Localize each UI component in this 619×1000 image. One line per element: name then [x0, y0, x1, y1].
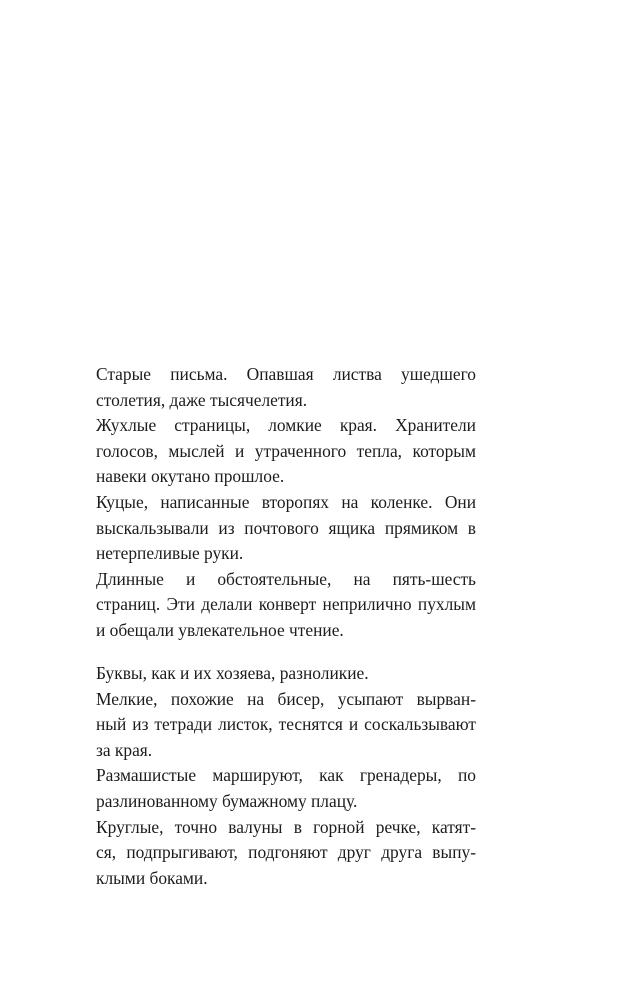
- text-line: Размашистые маршируют, как гренадеры, по: [96, 765, 476, 786]
- text-line: Старые письма. Опавшая листва ушедшего: [96, 364, 476, 384]
- text-line: выскальзывали из почтового ящика прямиком в: [96, 517, 476, 538]
- text-line: клыми боками.: [96, 867, 208, 888]
- text-section-1: [70, 362, 476, 644]
- text-line: ный из тетради листок, теснятся и соскальзывают: [96, 714, 476, 735]
- text-line: нетерпеливые руки.: [96, 543, 244, 564]
- text-line: и обещали увлекательное чтение.: [96, 619, 344, 640]
- paragraph: [70, 687, 476, 764]
- text-line: столетия, даже тысячелетия.: [96, 389, 308, 410]
- text-line: Буквы, как и их хозяева, разноликие.: [96, 663, 369, 683]
- text-line: за края.: [96, 739, 153, 760]
- text-line: навеки окутано прошлое.: [96, 466, 285, 487]
- text-line: Куцые, написанные второпях на коленке. Они: [96, 491, 476, 512]
- text-line: Жухлые страницы, ломкие края. Хранители: [96, 415, 476, 436]
- text-line: голосов, мыслей и утраченного тепла, которым: [96, 440, 476, 461]
- text-line: разлинованному бумажному плацу.: [96, 790, 358, 811]
- paragraph: [70, 763, 476, 814]
- paragraph: [70, 815, 476, 892]
- text-section-2: [70, 661, 476, 891]
- text-line: ся, подпрыгивают, подгоняют друг друга выпу-: [96, 842, 476, 863]
- paragraph: [70, 490, 476, 567]
- text-line: Круглые, точно валуны в горной речке, катят-: [96, 816, 476, 837]
- paragraph: [70, 567, 476, 644]
- paragraph: [70, 661, 476, 687]
- text-line: Длинные и обстоятельные, на пять-шесть: [96, 568, 476, 589]
- text-line: Мелкие, похожие на бисер, усыпают вырван-: [96, 688, 476, 709]
- paragraph: [70, 362, 476, 413]
- text-line: страниц. Эти делали конверт неприлично пухлым: [96, 594, 476, 615]
- paragraph: [70, 413, 476, 490]
